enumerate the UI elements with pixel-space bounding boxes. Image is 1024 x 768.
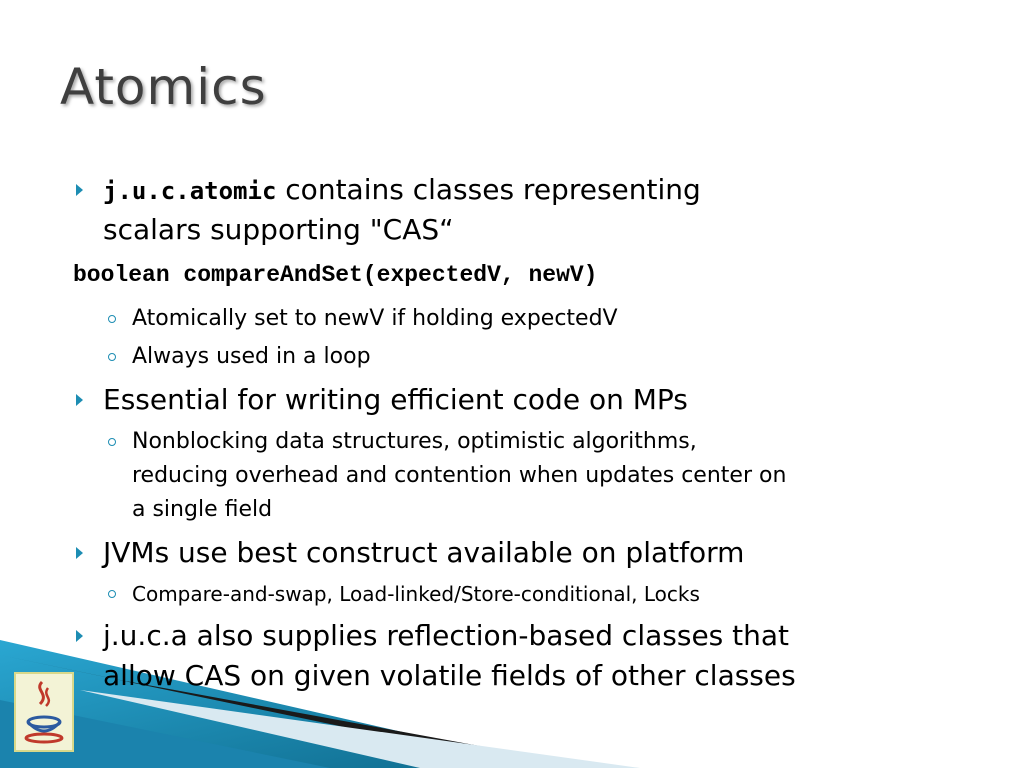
bullet-text: j.u.c.a also supplies reflection-based classes that bbox=[103, 619, 790, 652]
sub-bullet-text: Compare-and-swap, Load-linked/Store-conditional, Locks bbox=[132, 582, 700, 606]
sub-bullet-icon bbox=[108, 438, 116, 446]
bullet-icon bbox=[76, 394, 83, 406]
sub-bullet-text: a single field bbox=[132, 497, 273, 522]
bullet-text-line2: allow CAS on given volatile fields of other classes bbox=[103, 659, 796, 692]
sub-bullet-icon bbox=[108, 315, 116, 323]
code-line: boolean compareAndSet(expectedV, newV) bbox=[73, 262, 598, 288]
sub-bullet-text: Nonblocking data structures, optimistic algorithms, bbox=[132, 429, 697, 454]
sub-bullet-icon bbox=[108, 590, 116, 598]
slide-title: Atomics bbox=[60, 58, 267, 116]
bullet-icon bbox=[76, 630, 83, 642]
bullet-text-line2: scalars supporting "CAS“ bbox=[103, 213, 454, 246]
bullet-icon bbox=[76, 184, 83, 196]
sub-bullet-text: reducing overhead and contention when updates center on bbox=[132, 463, 787, 488]
sub-bullet-text: Always used in a loop bbox=[132, 344, 371, 369]
bullet-text-part: contains classes representing bbox=[276, 173, 701, 206]
sub-bullet-text: Atomically set to newV if holding expectedV bbox=[132, 306, 618, 331]
sub-bullet-icon bbox=[108, 353, 116, 361]
bullet-icon bbox=[76, 547, 83, 559]
bullet-text bbox=[103, 170, 701, 211]
bullet-text: JVMs use best construct available on platform bbox=[103, 536, 745, 569]
bullet-text: Essential for writing efficient code on MPs bbox=[103, 383, 688, 416]
inline-code: j.u.c.atomic bbox=[103, 177, 277, 205]
